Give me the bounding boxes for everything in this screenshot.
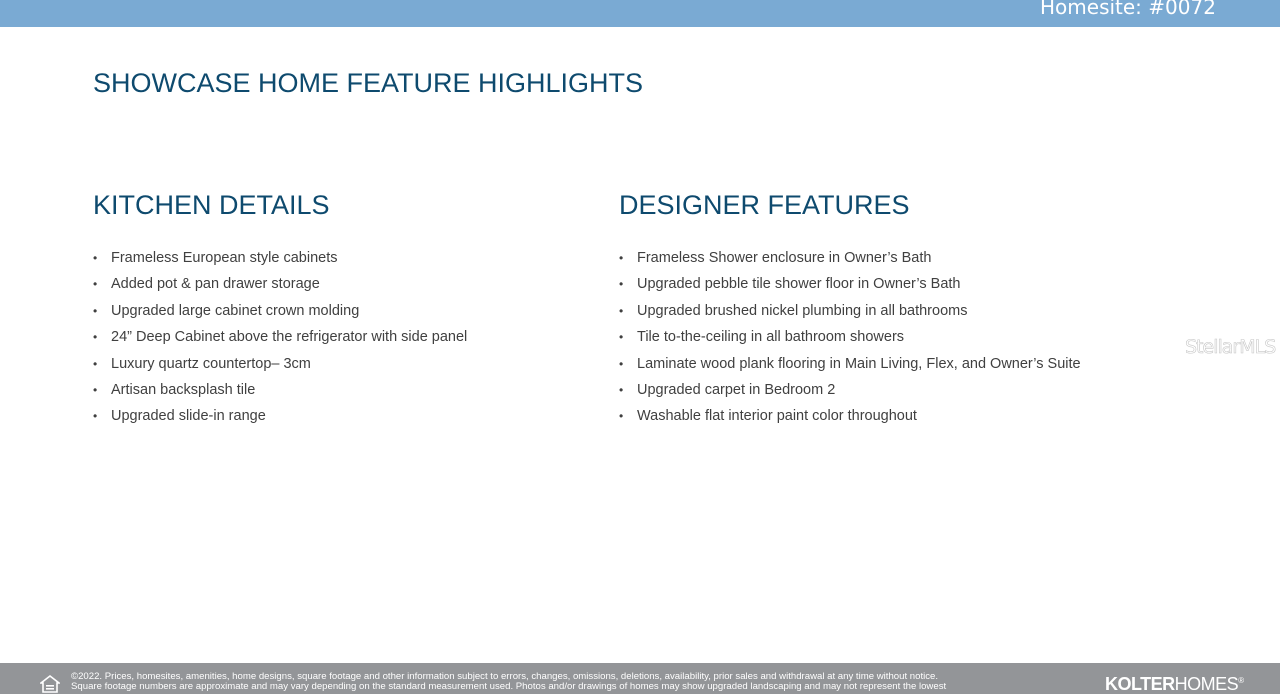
list-item-text: Upgraded brushed nickel plumbing in all bathrooms [637,302,968,319]
top-banner [0,0,1280,27]
list-item-text: Upgraded pebble tile shower floor in Owner’s Bath [637,276,961,293]
bullet-icon: • [93,409,98,424]
bullet-icon: • [619,303,624,318]
list-item [619,354,1081,380]
designer-features-list [619,248,1081,433]
list-item [93,354,467,380]
bullet-icon: • [619,382,624,397]
list-item [619,406,1081,432]
bullet-icon: • [93,330,98,345]
list-item [619,380,1081,406]
designer-features-title: DESIGNER FEATURES [619,190,910,220]
bullet-icon: • [619,356,624,371]
bullet-icon: • [619,330,624,345]
brand-logo-light: HOMES [1174,674,1239,694]
bullet-icon: • [93,382,98,397]
kitchen-details-section [93,190,467,433]
disclaimer-line: Square footage numbers are approximate and may vary depending on the standard measurement used. Photos and/or drawings of homes may show upgraded landscaping and may not represent the lowest [71,682,947,692]
watermark: StellarMLS [1185,336,1276,358]
disclaimer-line: ©2022. Prices, homesites, amenities, home designs, square footage and other information subject to errors, changes, omissions, deletions, availability, prior sales and withdrawal at any time without notice. [71,672,939,682]
list-item [619,327,1081,353]
registered-mark: ® [1238,676,1244,685]
list-item [619,274,1081,300]
list-item-text: Luxury quartz countertop– 3cm [111,355,311,372]
brand-logo-bold: KOLTER [1105,674,1175,694]
bullet-icon: • [93,356,98,371]
kitchen-features-list [93,248,467,433]
bullet-icon: • [93,277,98,292]
list-item-text: Upgraded slide-in range [111,408,266,425]
footer-bar [0,663,1280,694]
list-item-text: Frameless Shower enclosure in Owner’s Bath [637,250,932,266]
list-item [93,248,467,274]
list-item-text: Tile to-the-ceiling in all bathroom showers [637,329,905,346]
bullet-icon: • [619,277,624,292]
bullet-icon: • [619,409,624,424]
list-item-text: Added pot & pan drawer storage [111,276,320,293]
brand-logo [1105,674,1244,694]
page-title: SHOWCASE HOME FEATURE HIGHLIGHTS [93,68,644,98]
homesite-label: Homesite: #0072 [1040,0,1216,19]
bullet-icon: • [93,251,98,265]
list-item [93,301,467,327]
designer-features-section [619,190,1081,433]
list-item-text: Washable flat interior paint color throughout [637,408,917,425]
kitchen-details-title: KITCHEN DETAILS [93,190,330,220]
list-item [93,406,467,432]
list-item-text: Upgraded large cabinet crown molding [111,302,360,319]
list-item [619,248,1081,274]
list-item [619,301,1081,327]
legal-disclaimer [71,672,1099,692]
list-item-text: Upgraded carpet in Bedroom 2 [637,381,836,398]
bullet-icon: • [93,303,98,318]
list-item-text: Frameless European style cabinets [111,250,338,266]
list-item [93,380,467,406]
list-item-text: Laminate wood plank flooring in Main Living, Flex, and Owner’s Suite [637,355,1081,372]
list-item-text: 24” Deep Cabinet above the refrigerator with side panel [111,329,468,346]
bullet-icon: • [619,251,624,265]
list-item [93,274,467,300]
equal-housing-icon [40,675,60,693]
list-item-text: Artisan backsplash tile [111,381,256,398]
list-item [93,327,467,353]
